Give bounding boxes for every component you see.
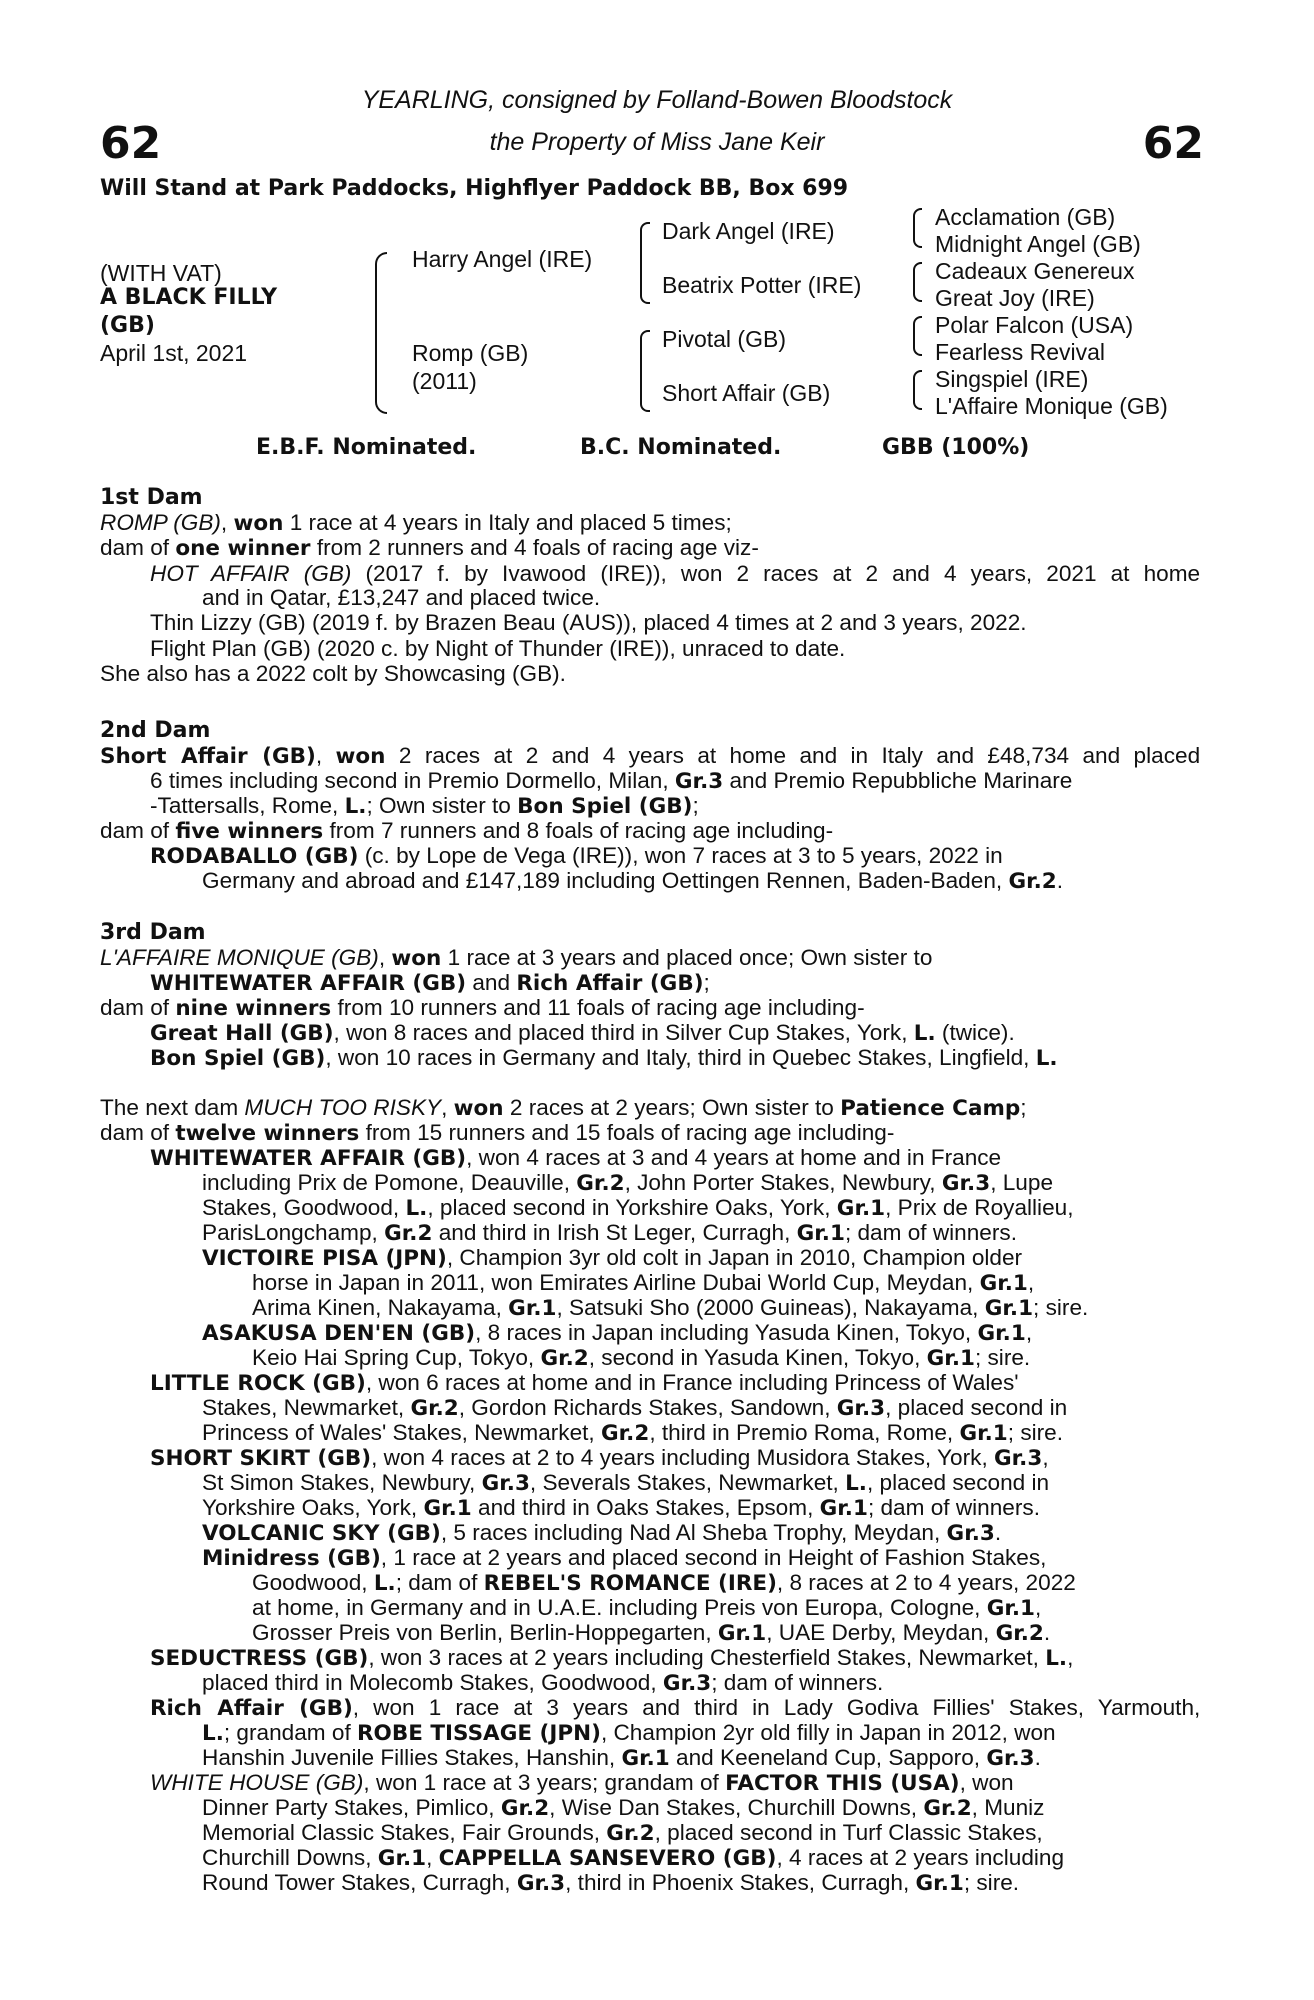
body-line xyxy=(202,1520,1001,1546)
body-text-run: and third in Oaks Stakes, Epsom, xyxy=(471,1495,820,1520)
gen3-name-6: Fearless Revival xyxy=(935,339,1105,365)
body-text-run: (c. by Lope de Vega (IRE)), won 7 races at 3 to 5 years, 2022 in xyxy=(358,843,1003,868)
body-line xyxy=(202,1420,1063,1446)
body-text-run: Gr.3 xyxy=(836,1396,886,1421)
body-text-run: ROBE TISSAGE (JPN) xyxy=(357,1721,601,1746)
body-text-run: ASAKUSA DEN'EN (GB) xyxy=(202,1321,476,1346)
body-text-run: ; xyxy=(1020,1095,1027,1120)
sire-sire-name: Dark Angel (IRE) xyxy=(662,218,835,244)
body-text-run: and Premio Repubbliche Marinare xyxy=(723,768,1073,793)
body-line xyxy=(150,561,1200,587)
body-text-run: Gr.2 xyxy=(384,1221,433,1246)
body-text-run: , placed second in Yorkshire Oaks, York, xyxy=(427,1195,837,1220)
body-text-run: , xyxy=(220,510,234,535)
body-text-run: Yorkshire Oaks, York, xyxy=(202,1495,424,1520)
dam-sire-name: Pivotal (GB) xyxy=(662,326,786,352)
body-text-run: Memorial Classic Stakes, Fair Grounds, xyxy=(202,1820,607,1845)
body-text-run: , Champion 3yr old colt in Japan in 2010, Champion older xyxy=(446,1245,1023,1270)
body-text-run: Gr.2 xyxy=(410,1396,459,1421)
body-text-run: , xyxy=(1035,1595,1042,1620)
body-line xyxy=(252,1295,1088,1321)
dam-name: Romp (GB) xyxy=(412,340,529,366)
body-text-run: L'AFFAIRE MONIQUE (GB) xyxy=(100,945,379,970)
gen3-name-8: L'Affaire Monique (GB) xyxy=(935,393,1168,419)
body-line xyxy=(150,1770,1014,1796)
body-text-run: REBEL'S ROMANCE (IRE) xyxy=(483,1571,777,1596)
body-text-run: , won 8 races and placed third in Silver Cup Stakes, York, xyxy=(333,1020,914,1045)
pedigree-brace-main xyxy=(375,252,387,414)
body-line xyxy=(150,768,1072,794)
body-text-run: 1 race at 4 years in Italy and placed 5 times; xyxy=(283,510,732,535)
body-line xyxy=(202,1170,1053,1196)
body-line xyxy=(202,1745,1041,1771)
sire-name: Harry Angel (IRE) xyxy=(412,246,593,272)
body-text-run: Gr.1 xyxy=(977,1321,1026,1346)
body-text-run: won xyxy=(335,744,386,769)
body-text-run: Gr.1 xyxy=(986,1596,1036,1621)
sire-dam-name: Beatrix Potter (IRE) xyxy=(662,272,862,298)
body-text-run: Gr.2 xyxy=(1008,869,1057,894)
third-dam-heading: 3rd Dam xyxy=(100,920,206,945)
body-text-run: The next dam xyxy=(100,1095,245,1120)
body-line xyxy=(202,1320,1032,1346)
body-text-run: and Keeneland Cup, Sapporo, xyxy=(669,1745,987,1770)
body-text-run: Gr.3 xyxy=(516,1871,566,1896)
body-text-run: Gr.3 xyxy=(674,769,724,794)
body-line xyxy=(150,1695,1200,1721)
body-line xyxy=(202,868,1063,894)
body-text-run: , won 6 races at home and in France including Princess of Wales' xyxy=(365,1370,1019,1395)
vat-label: (WITH VAT) xyxy=(100,260,222,286)
body-text-run: won xyxy=(391,946,442,971)
body-text-run: . xyxy=(994,1520,1002,1545)
body-text-run: (twice). xyxy=(935,1020,1015,1045)
body-text-run: won xyxy=(453,1096,504,1121)
body-text-run: Gr.3 xyxy=(994,1446,1043,1471)
body-text-run: won xyxy=(233,511,284,536)
body-line xyxy=(150,970,710,996)
body-text-run: Gr.2 xyxy=(606,1821,655,1846)
body-text-run: L. xyxy=(1045,1646,1068,1671)
body-line xyxy=(150,1020,1015,1046)
body-text-run: , placed second in Turf Classic Stakes, xyxy=(654,1820,1043,1845)
body-text-run: Gr.2 xyxy=(540,1346,589,1371)
body-text-run: dam of xyxy=(100,818,176,843)
body-text-run: Gr.3 xyxy=(946,1521,995,1546)
body-text-run: L. xyxy=(373,1571,396,1596)
body-text-run: Gr.2 xyxy=(576,1171,625,1196)
body-text-run: , xyxy=(1067,1645,1074,1670)
body-text-run: ; dam of winners. xyxy=(844,1220,1017,1245)
body-text-run: dam of xyxy=(100,1120,176,1145)
body-line xyxy=(150,1145,1001,1171)
body-text-run: L. xyxy=(1035,1046,1058,1071)
gen3-name-2: Midnight Angel (GB) xyxy=(935,231,1141,257)
body-text-run: ; dam of winners. xyxy=(711,1670,884,1695)
body-text-run: . xyxy=(1043,1620,1051,1645)
body-text-run: and in Qatar, £13,247 and placed twice. xyxy=(202,585,601,610)
body-text-run: Gr.1 xyxy=(377,1846,427,1871)
body-line xyxy=(150,1445,1049,1471)
body-text-run: Gr.2 xyxy=(995,1621,1044,1646)
body-text-run: . xyxy=(1034,1745,1041,1770)
body-text-run: Gr.1 xyxy=(621,1746,670,1771)
body-text-run: ParisLongchamp, xyxy=(202,1220,385,1245)
body-text-run: from 15 runners and 15 foals of racing age including- xyxy=(359,1120,895,1145)
body-text-run: Flight Plan (GB) (2020 c. by Night of Thunder (IRE)), unraced to date. xyxy=(150,636,846,661)
body-text-run: , won 10 races in Germany and Italy, third in Quebec Stakes, Lingfield, xyxy=(325,1045,1036,1070)
body-text-run: , won xyxy=(959,1770,1014,1795)
body-text-run: Gr.1 xyxy=(717,1621,767,1646)
body-text-run: Gr.1 xyxy=(423,1496,472,1521)
body-text-run: -Tattersalls, Rome, xyxy=(150,793,345,818)
body-line xyxy=(202,1195,1073,1221)
body-text-run: Gr.2 xyxy=(601,1421,650,1446)
body-text-run: Gr.1 xyxy=(979,1271,1028,1296)
body-text-run: Gr.1 xyxy=(959,1421,1008,1446)
body-line xyxy=(202,1470,1049,1496)
body-text-run: St Simon Stakes, Newbury, xyxy=(202,1470,482,1495)
body-text-run: Germany and abroad and £147,189 including Oettingen Rennen, Baden-Baden, xyxy=(202,868,1009,893)
body-text-run: SHORT SKIRT (GB) xyxy=(150,1446,372,1471)
body-line xyxy=(150,793,699,819)
body-text-run: ; Own sister to xyxy=(366,793,518,818)
pedigree-brace-ds xyxy=(913,316,922,356)
body-text-run: , won 4 races at 2 to 4 years including Musidora Stakes, York, xyxy=(371,1445,994,1470)
gen3-name-4: Great Joy (IRE) xyxy=(935,285,1095,311)
body-text-run: WHITEWATER AFFAIR (GB) xyxy=(150,971,467,996)
body-text-run: Gr.1 xyxy=(508,1296,557,1321)
lot-number-right: 62 xyxy=(1142,118,1204,169)
body-line xyxy=(150,1645,1073,1671)
body-text-run: 6 times including second in Premio Dormello, Milan, xyxy=(150,768,675,793)
bc-nomination: B.C. Nominated. xyxy=(580,435,782,460)
body-text-run: , xyxy=(378,945,392,970)
body-text-run: Patience Camp xyxy=(840,1096,1021,1121)
body-line xyxy=(202,1545,1046,1571)
body-text-run: Gr.1 xyxy=(926,1346,975,1371)
body-text-run: including Prix de Pomone, Deauville, xyxy=(202,1170,577,1195)
body-text-run: HOT AFFAIR (GB) xyxy=(150,561,352,586)
body-text-run: Short Affair (GB) xyxy=(100,744,316,769)
body-text-run: five winners xyxy=(175,819,324,844)
body-line xyxy=(100,535,759,561)
dam-dam-name: Short Affair (GB) xyxy=(662,380,831,406)
horse-description-country: (GB) xyxy=(100,313,155,338)
body-text-run: Gr.1 xyxy=(836,1196,886,1221)
body-text-run: , won 3 races at 2 years including Chesterfield Stakes, Newmarket, xyxy=(368,1645,1046,1670)
body-text-run: , xyxy=(441,1095,454,1120)
gen3-name-3: Cadeaux Genereux xyxy=(935,258,1135,284)
body-line xyxy=(202,1245,1022,1271)
body-text-run: and xyxy=(466,970,517,995)
body-text-run: 1 race at 3 years and placed once; Own sister to xyxy=(441,945,933,970)
body-text-run: Gr.2 xyxy=(923,1796,972,1821)
pedigree-brace-sd xyxy=(913,262,922,302)
first-dam-heading: 1st Dam xyxy=(100,485,203,510)
body-text-run: , xyxy=(1042,1445,1049,1470)
body-text-run: , Muniz xyxy=(971,1795,1045,1820)
body-text-run: VICTOIRE PISA (JPN) xyxy=(202,1246,447,1271)
gbb-rating: GBB (100%) xyxy=(882,435,1030,460)
body-line xyxy=(252,1595,1041,1621)
body-text-run: , Champion 2yr old filly in Japan in 2012, won xyxy=(600,1720,1056,1745)
body-text-run: Bon Spiel (GB) xyxy=(517,794,693,819)
body-text-run: VOLCANIC SKY (GB) xyxy=(202,1521,441,1546)
body-text-run: , UAE Derby, Meydan, xyxy=(766,1620,996,1645)
body-text-run: Gr.1 xyxy=(819,1496,868,1521)
body-line xyxy=(252,1570,1076,1596)
body-text-run: from 7 runners and 8 foals of racing age including- xyxy=(323,818,834,843)
body-line xyxy=(202,1795,1044,1821)
body-text-run: She also has a 2022 colt by Showcasing (GB). xyxy=(100,661,566,686)
body-line xyxy=(150,636,845,662)
body-text-run: , xyxy=(426,1845,439,1870)
body-line xyxy=(202,1495,1040,1521)
horse-description: A BLACK FILLY xyxy=(100,285,278,310)
body-line xyxy=(100,1120,894,1146)
body-text-run: L. xyxy=(845,1471,867,1496)
body-text-run: Churchill Downs, xyxy=(202,1845,378,1870)
foaling-date: April 1st, 2021 xyxy=(100,340,248,366)
body-text-run: Gr.3 xyxy=(481,1471,530,1496)
body-line xyxy=(150,1045,1058,1071)
body-text-run: . xyxy=(1056,868,1064,893)
body-text-run: FACTOR THIS (USA) xyxy=(725,1771,960,1796)
body-line xyxy=(100,661,566,687)
pedigree-brace-dd xyxy=(913,370,922,410)
body-text-run: Gr.1 xyxy=(796,1221,845,1246)
body-line xyxy=(100,945,932,971)
body-line xyxy=(202,1870,1019,1896)
body-line xyxy=(202,585,600,611)
body-text-run: , won 1 race at 3 years and third in Lady Godiva Fillies' Stakes, Yarmouth, xyxy=(352,1695,1201,1720)
body-text-run: ; xyxy=(692,793,699,818)
body-line xyxy=(100,1095,1027,1121)
body-text-run: , 8 races in Japan including Yasuda Kinen, Tokyo, xyxy=(475,1320,978,1345)
body-text-run: from 2 runners and 4 foals of racing age viz- xyxy=(310,535,759,560)
dam-year: (2011) xyxy=(412,368,477,394)
stand-line: Will Stand at Park Paddocks, Highflyer Paddock BB, Box 699 xyxy=(100,176,849,201)
body-text-run: , second in Yasuda Kinen, Tokyo, xyxy=(588,1345,927,1370)
gen3-name-5: Polar Falcon (USA) xyxy=(935,312,1134,338)
ebf-nomination: E.B.F. Nominated. xyxy=(256,435,477,460)
body-text-run: Hanshin Juvenile Fillies Stakes, Hanshin, xyxy=(202,1745,622,1770)
body-text-run: Arima Kinen, Nakayama, xyxy=(252,1295,509,1320)
body-line xyxy=(150,1370,1019,1396)
body-text-run: Round Tower Stakes, Curragh, xyxy=(202,1870,517,1895)
body-text-run: ; sire. xyxy=(963,1870,1020,1895)
body-line xyxy=(252,1270,1034,1296)
body-line xyxy=(202,1670,883,1696)
body-line xyxy=(100,818,833,844)
body-text-run: Stakes, Newmarket, xyxy=(202,1395,411,1420)
body-line xyxy=(100,995,865,1021)
body-text-run: Keio Hai Spring Cup, Tokyo, xyxy=(252,1345,541,1370)
body-text-run: ; dam of winners. xyxy=(867,1495,1040,1520)
body-text-run: , 8 races at 2 to 4 years, 2022 xyxy=(776,1570,1076,1595)
body-text-run: Dinner Party Stakes, Pimlico, xyxy=(202,1795,501,1820)
body-text-run: , John Porter Stakes, Newbury, xyxy=(624,1170,942,1195)
body-text-run: Grosser Preis von Berlin, Berlin-Hoppegarten, xyxy=(252,1620,718,1645)
body-text-run: , Severals Stakes, Newmarket, xyxy=(529,1470,846,1495)
body-text-run: (2017 f. by Ivawood (IRE)), won 2 races at 2 and 4 years, 2021 at home xyxy=(351,561,1201,586)
body-text-run: L. xyxy=(913,1021,936,1046)
body-text-run: , 5 races including Nad Al Sheba Trophy, Meydan, xyxy=(440,1520,947,1545)
body-text-run: , placed second in xyxy=(885,1395,1068,1420)
body-text-run: , Lupe xyxy=(990,1170,1054,1195)
body-text-run: dam of xyxy=(100,535,176,560)
body-text-run: Stakes, Goodwood, xyxy=(202,1195,406,1220)
body-text-run: Gr.1 xyxy=(984,1296,1034,1321)
pedigree-brace-sire xyxy=(640,222,650,304)
body-text-run: Rich Affair (GB) xyxy=(516,971,704,996)
body-text-run: , third in Premio Roma, Rome, xyxy=(649,1420,960,1445)
body-text-run: L. xyxy=(202,1721,224,1746)
body-text-run: ; dam of xyxy=(395,1570,484,1595)
body-text-run: ; sire. xyxy=(1007,1420,1064,1445)
body-text-run: CAPPELLA SANSEVERO (GB) xyxy=(438,1846,777,1871)
body-text-run: Gr.1 xyxy=(915,1871,964,1896)
body-text-run: , xyxy=(315,743,336,768)
body-text-run: , Prix de Royallieu, xyxy=(885,1195,1074,1220)
body-text-run: Gr.3 xyxy=(941,1171,991,1196)
body-text-run: SEDUCTRESS (GB) xyxy=(150,1646,369,1671)
pedigree-brace-dam xyxy=(640,330,650,412)
body-text-run: , 4 races at 2 years including xyxy=(776,1845,1065,1870)
body-line xyxy=(202,1820,1043,1846)
body-text-run: , won 1 race at 3 years; grandam of xyxy=(363,1770,726,1795)
body-text-run: , 1 race at 2 years and placed second in Height of Fashion Stakes, xyxy=(380,1545,1047,1570)
body-line xyxy=(202,1845,1064,1871)
body-text-run: , Wise Dan Stakes, Churchill Downs, xyxy=(549,1795,924,1820)
body-text-run: horse in Japan in 2011, won Emirates Airline Dubai World Cup, Meydan, xyxy=(252,1270,980,1295)
body-text-run: ; grandam of xyxy=(223,1720,357,1745)
body-line xyxy=(100,510,732,536)
lot-number-left: 62 xyxy=(100,118,162,169)
body-line xyxy=(202,1220,1017,1246)
body-text-run: Thin Lizzy (GB) (2019 f. by Brazen Beau (AUS)), placed 4 times at 2 and 3 years, 2022. xyxy=(150,610,1027,635)
body-line xyxy=(202,1395,1067,1421)
body-text-run: placed third in Molecomb Stakes, Goodwood, xyxy=(202,1670,663,1695)
body-text-run: Rich Affair (GB) xyxy=(150,1696,353,1721)
body-text-run: , Gordon Richards Stakes, Sandown, xyxy=(458,1395,837,1420)
body-text-run: , xyxy=(1025,1320,1033,1345)
pedigree-brace-ss xyxy=(913,208,922,248)
body-text-run: WHITEWATER AFFAIR (GB) xyxy=(150,1146,467,1171)
body-text-run: 2 races at 2 and 4 years at home and in Italy and £48,734 and placed xyxy=(385,743,1201,768)
body-text-run: 2 races at 2 years; Own sister to xyxy=(503,1095,841,1120)
body-text-run: Gr.3 xyxy=(662,1671,712,1696)
body-line xyxy=(202,1720,1056,1746)
body-text-run: , won 4 races at 3 and 4 years at home and in France xyxy=(466,1145,1002,1170)
body-text-run: L. xyxy=(344,794,367,819)
property-line: the Property of Miss Jane Keir xyxy=(489,128,825,156)
body-text-run: LITTLE ROCK (GB) xyxy=(150,1371,366,1396)
body-text-run: at home, in Germany and in U.A.E. including Preis von Europa, Cologne, xyxy=(252,1595,987,1620)
body-text-run: Minidress (GB) xyxy=(202,1546,381,1571)
body-line xyxy=(100,743,1200,769)
body-text-run: L. xyxy=(405,1196,428,1221)
body-text-run: , xyxy=(1027,1270,1035,1295)
consigned-line: YEARLING, consigned by Folland-Bowen Bloodstock xyxy=(361,86,953,114)
body-text-run: Great Hall (GB) xyxy=(150,1021,334,1046)
body-line xyxy=(150,610,1027,636)
body-text-run: Bon Spiel (GB) xyxy=(150,1046,326,1071)
body-text-run: twelve winners xyxy=(175,1121,360,1146)
body-line xyxy=(150,843,1003,869)
body-text-run: Gr.3 xyxy=(986,1746,1035,1771)
body-text-run: from 10 runners and 11 foals of racing age including- xyxy=(331,995,865,1020)
body-text-run: , Satsuki Sho (2000 Guineas), Nakayama, xyxy=(556,1295,985,1320)
body-text-run: WHITE HOUSE (GB) xyxy=(150,1770,364,1795)
body-text-run: ; sire. xyxy=(974,1345,1031,1370)
body-text-run: Princess of Wales' Stakes, Newmarket, xyxy=(202,1420,601,1445)
body-text-run: nine winners xyxy=(175,996,332,1021)
body-text-run: ; xyxy=(703,970,710,995)
body-line xyxy=(252,1620,1050,1646)
gen3-name-1: Acclamation (GB) xyxy=(935,204,1116,230)
body-text-run: , third in Phoenix Stakes, Curragh, xyxy=(565,1870,916,1895)
body-line xyxy=(252,1345,1030,1371)
body-text-run: and third in Irish St Leger, Curragh, xyxy=(432,1220,797,1245)
body-text-run: Goodwood, xyxy=(252,1570,374,1595)
body-text-run: ROMP (GB) xyxy=(100,510,221,535)
gen3-name-7: Singspiel (IRE) xyxy=(935,366,1089,392)
body-text-run: dam of xyxy=(100,995,176,1020)
body-text-run: Gr.2 xyxy=(500,1796,550,1821)
body-text-run: MUCH TOO RISKY xyxy=(244,1095,442,1120)
body-text-run: one winner xyxy=(175,536,311,561)
second-dam-heading: 2nd Dam xyxy=(100,718,211,743)
body-text-run: ; sire. xyxy=(1033,1295,1089,1320)
body-text-run: , placed second in xyxy=(866,1470,1050,1495)
body-text-run: RODABALLO (GB) xyxy=(150,844,359,869)
